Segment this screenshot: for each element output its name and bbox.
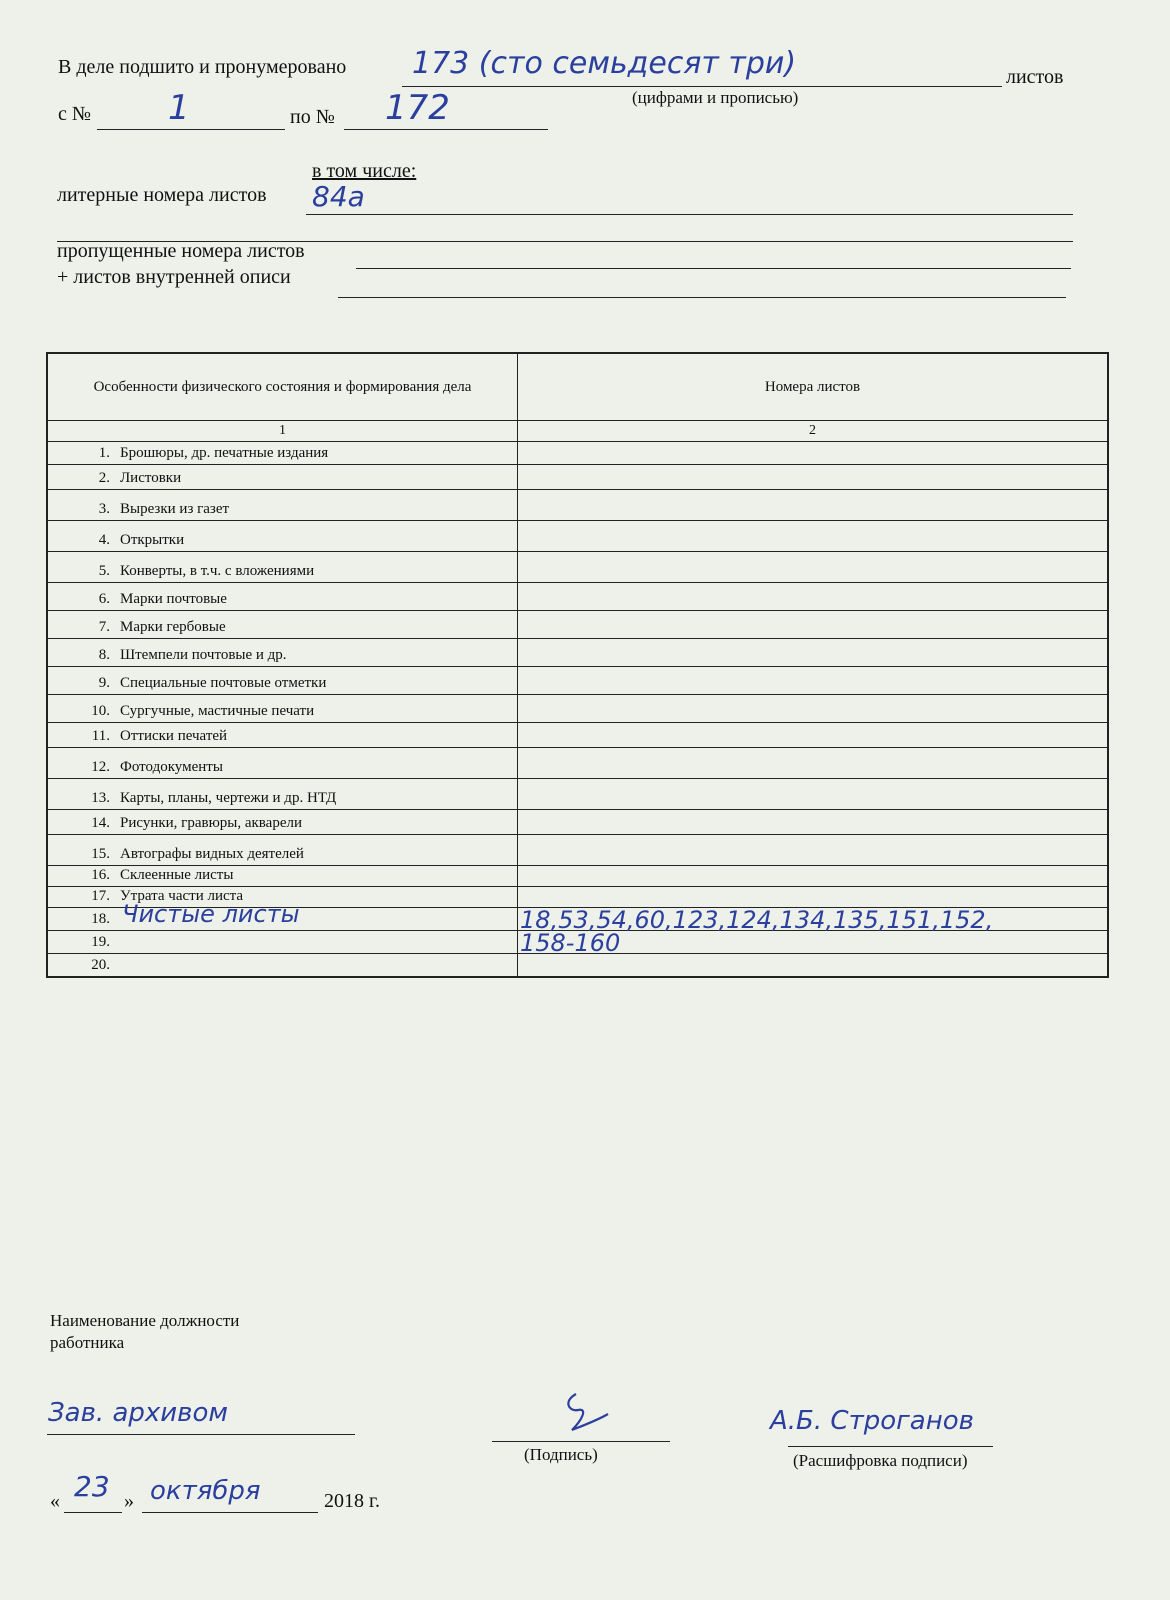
letter-underline	[306, 214, 1073, 215]
row-label: Автографы видных деятелей	[120, 846, 304, 862]
row-label: Рисунки, гравюры, акварели	[120, 815, 303, 831]
date-day: 23	[74, 1470, 110, 1503]
row-number: 1.	[98, 445, 110, 461]
table-row	[48, 723, 1107, 748]
row-label: Открытки	[120, 532, 185, 548]
from-underline	[97, 129, 285, 130]
row-feature-cell	[48, 835, 518, 865]
row-number: 19.	[91, 934, 110, 950]
row-sheets-cell	[518, 906, 1107, 934]
missing-label: пропущенные номера листов	[57, 240, 305, 262]
row-sheets-cell	[518, 866, 1107, 886]
row-feature-cell	[48, 521, 518, 551]
decode-caption: (Расшифровка подписи)	[793, 1451, 968, 1470]
table-row	[48, 552, 1107, 583]
row-feature-cell	[48, 465, 518, 489]
table-row	[48, 929, 1107, 957]
table-row	[48, 639, 1107, 667]
table-row	[48, 866, 1107, 887]
date-month-underline	[142, 1512, 318, 1513]
col1-header: Особенности физического состояния и формирования дела	[48, 354, 518, 420]
row-label: Сургучные, мастичные печати	[120, 703, 315, 719]
row-number: 16.	[91, 867, 110, 883]
row-number: 17.	[91, 888, 110, 904]
condition-table	[46, 352, 1109, 978]
sheets-label: листов	[1006, 66, 1064, 88]
row-feature-cell	[48, 723, 518, 747]
position-value: Зав. архивом	[48, 1398, 229, 1428]
row-feature-cell	[48, 490, 518, 520]
row-number: 10.	[91, 703, 110, 719]
row-sheets-cell	[518, 954, 1107, 976]
row-sheets-cell	[518, 810, 1107, 834]
table-row	[48, 521, 1107, 552]
position-underline	[47, 1434, 355, 1435]
row-label: Чистые листы	[122, 900, 300, 928]
row-feature-cell	[48, 695, 518, 722]
table-row	[48, 954, 1107, 976]
row-number: 4.	[98, 532, 110, 548]
signature-graphic	[548, 1390, 618, 1444]
row-number: 8.	[98, 647, 110, 663]
row-label: Утрата части листа	[120, 888, 244, 904]
row-sheets-cell	[518, 929, 1107, 957]
row-feature-cell	[48, 900, 518, 930]
row-sheets-cell	[518, 779, 1107, 809]
decode-underline	[788, 1446, 993, 1447]
column-number-row	[48, 421, 1107, 442]
inner-underline	[338, 297, 1066, 298]
from-label: с №	[58, 103, 91, 125]
inner-inventory-label: + листов внутренней описи	[57, 266, 291, 288]
col1-number: 1	[48, 421, 518, 441]
date-quote-open: «	[50, 1490, 60, 1512]
row-number: 20.	[91, 957, 110, 973]
row-feature-cell	[48, 611, 518, 638]
row-number: 3.	[98, 501, 110, 517]
row-number: 11.	[91, 728, 110, 744]
row-number: 6.	[98, 591, 110, 607]
row-sheets-cell	[518, 723, 1107, 747]
letter-value: 84а	[312, 180, 365, 213]
row-label: Листовки	[120, 470, 182, 486]
table-header	[48, 354, 1107, 421]
date-day-underline	[64, 1512, 122, 1513]
row-label: Брошюры, др. печатные издания	[120, 445, 329, 461]
row-sheets-cell	[518, 521, 1107, 551]
row-sheets-cell	[518, 667, 1107, 694]
row-feature-cell	[48, 866, 518, 886]
row-sheets-value: 18,53,54,60,123,124,134,135,151,152,	[520, 906, 994, 934]
date-month: октября	[150, 1476, 261, 1506]
row-sheets-cell	[518, 639, 1107, 666]
table-row	[48, 611, 1107, 639]
letter-label: литерные номера листов	[57, 184, 267, 206]
to-label: по №	[290, 106, 335, 128]
row-label: Карты, планы, чертежи и др. НТД	[120, 790, 337, 806]
row-label: Вырезки из газет	[120, 501, 230, 517]
row-feature-cell	[48, 954, 518, 976]
row-number: 9.	[98, 675, 110, 691]
table-row	[48, 779, 1107, 810]
stitched-label: В деле подшито и пронумеровано	[58, 56, 347, 78]
table-row	[48, 810, 1107, 835]
table-row	[48, 748, 1107, 779]
row-sheets-cell	[518, 887, 1107, 907]
row-sheets-cell	[518, 695, 1107, 722]
table-row	[48, 900, 1107, 934]
row-number: 18.	[91, 911, 110, 927]
row-sheets-cell	[518, 465, 1107, 489]
table-row	[48, 465, 1107, 490]
row-feature-cell	[48, 442, 518, 464]
to-value: 172	[385, 88, 450, 128]
table-row	[48, 490, 1107, 521]
col2-number: 2	[809, 423, 816, 438]
row-number: 15.	[91, 846, 110, 862]
including-label: в том числе:	[312, 160, 417, 182]
row-feature-cell	[48, 583, 518, 610]
row-sheets-cell	[518, 552, 1107, 582]
row-number: 5.	[98, 563, 110, 579]
row-sheets-cell	[518, 583, 1107, 610]
table-row	[48, 835, 1107, 866]
row-label: Конверты, в т.ч. с вложениями	[120, 563, 315, 579]
row-number: 13.	[91, 790, 110, 806]
row-sheets-cell	[518, 611, 1107, 638]
date-quote-close: »	[124, 1490, 134, 1512]
row-label: Специальные почтовые отметки	[120, 675, 327, 691]
from-value: 1	[168, 88, 190, 128]
table-row	[48, 667, 1107, 695]
row-feature-cell	[48, 552, 518, 582]
table-row	[48, 442, 1107, 465]
table-row	[48, 583, 1107, 611]
row-number: 2.	[98, 470, 110, 486]
row-label: Склеенные листы	[120, 867, 234, 883]
table-row	[48, 695, 1107, 723]
count-underline	[402, 86, 1002, 87]
row-number: 7.	[98, 619, 110, 635]
row-sheets-cell	[518, 748, 1107, 778]
row-sheets-cell	[518, 835, 1107, 865]
count-handwritten: 173 (сто семьдесят три)	[412, 46, 797, 81]
row-feature-cell	[48, 810, 518, 834]
row-number: 12.	[91, 759, 110, 775]
count-hint: (цифрами и прописью)	[632, 88, 799, 107]
decode-value: А.Б. Строганов	[770, 1406, 974, 1436]
signature-caption: (Подпись)	[524, 1445, 598, 1464]
row-label: Марки гербовые	[120, 619, 226, 635]
table-body	[48, 442, 1107, 976]
row-label: Штемпели почтовые и др.	[120, 647, 287, 663]
row-sheets-cell	[518, 490, 1107, 520]
col2-header: Номера листов	[764, 378, 861, 395]
row-feature-cell	[48, 931, 518, 953]
date-year: 2018 г.	[324, 1490, 380, 1512]
row-label: Фотодокументы	[120, 759, 223, 775]
row-feature-cell	[48, 639, 518, 666]
row-number: 14.	[91, 815, 110, 831]
row-sheets-cell	[518, 442, 1107, 464]
position-label: Наименование должности работника	[50, 1311, 240, 1352]
row-label: Оттиски печатей	[120, 728, 228, 744]
to-underline	[344, 129, 548, 130]
row-label: Марки почтовые	[120, 591, 227, 607]
row-sheets-value: 158-160	[520, 929, 621, 957]
missing-underline	[356, 268, 1071, 269]
row-feature-cell	[48, 667, 518, 694]
row-feature-cell	[48, 779, 518, 809]
row-feature-cell	[48, 748, 518, 778]
